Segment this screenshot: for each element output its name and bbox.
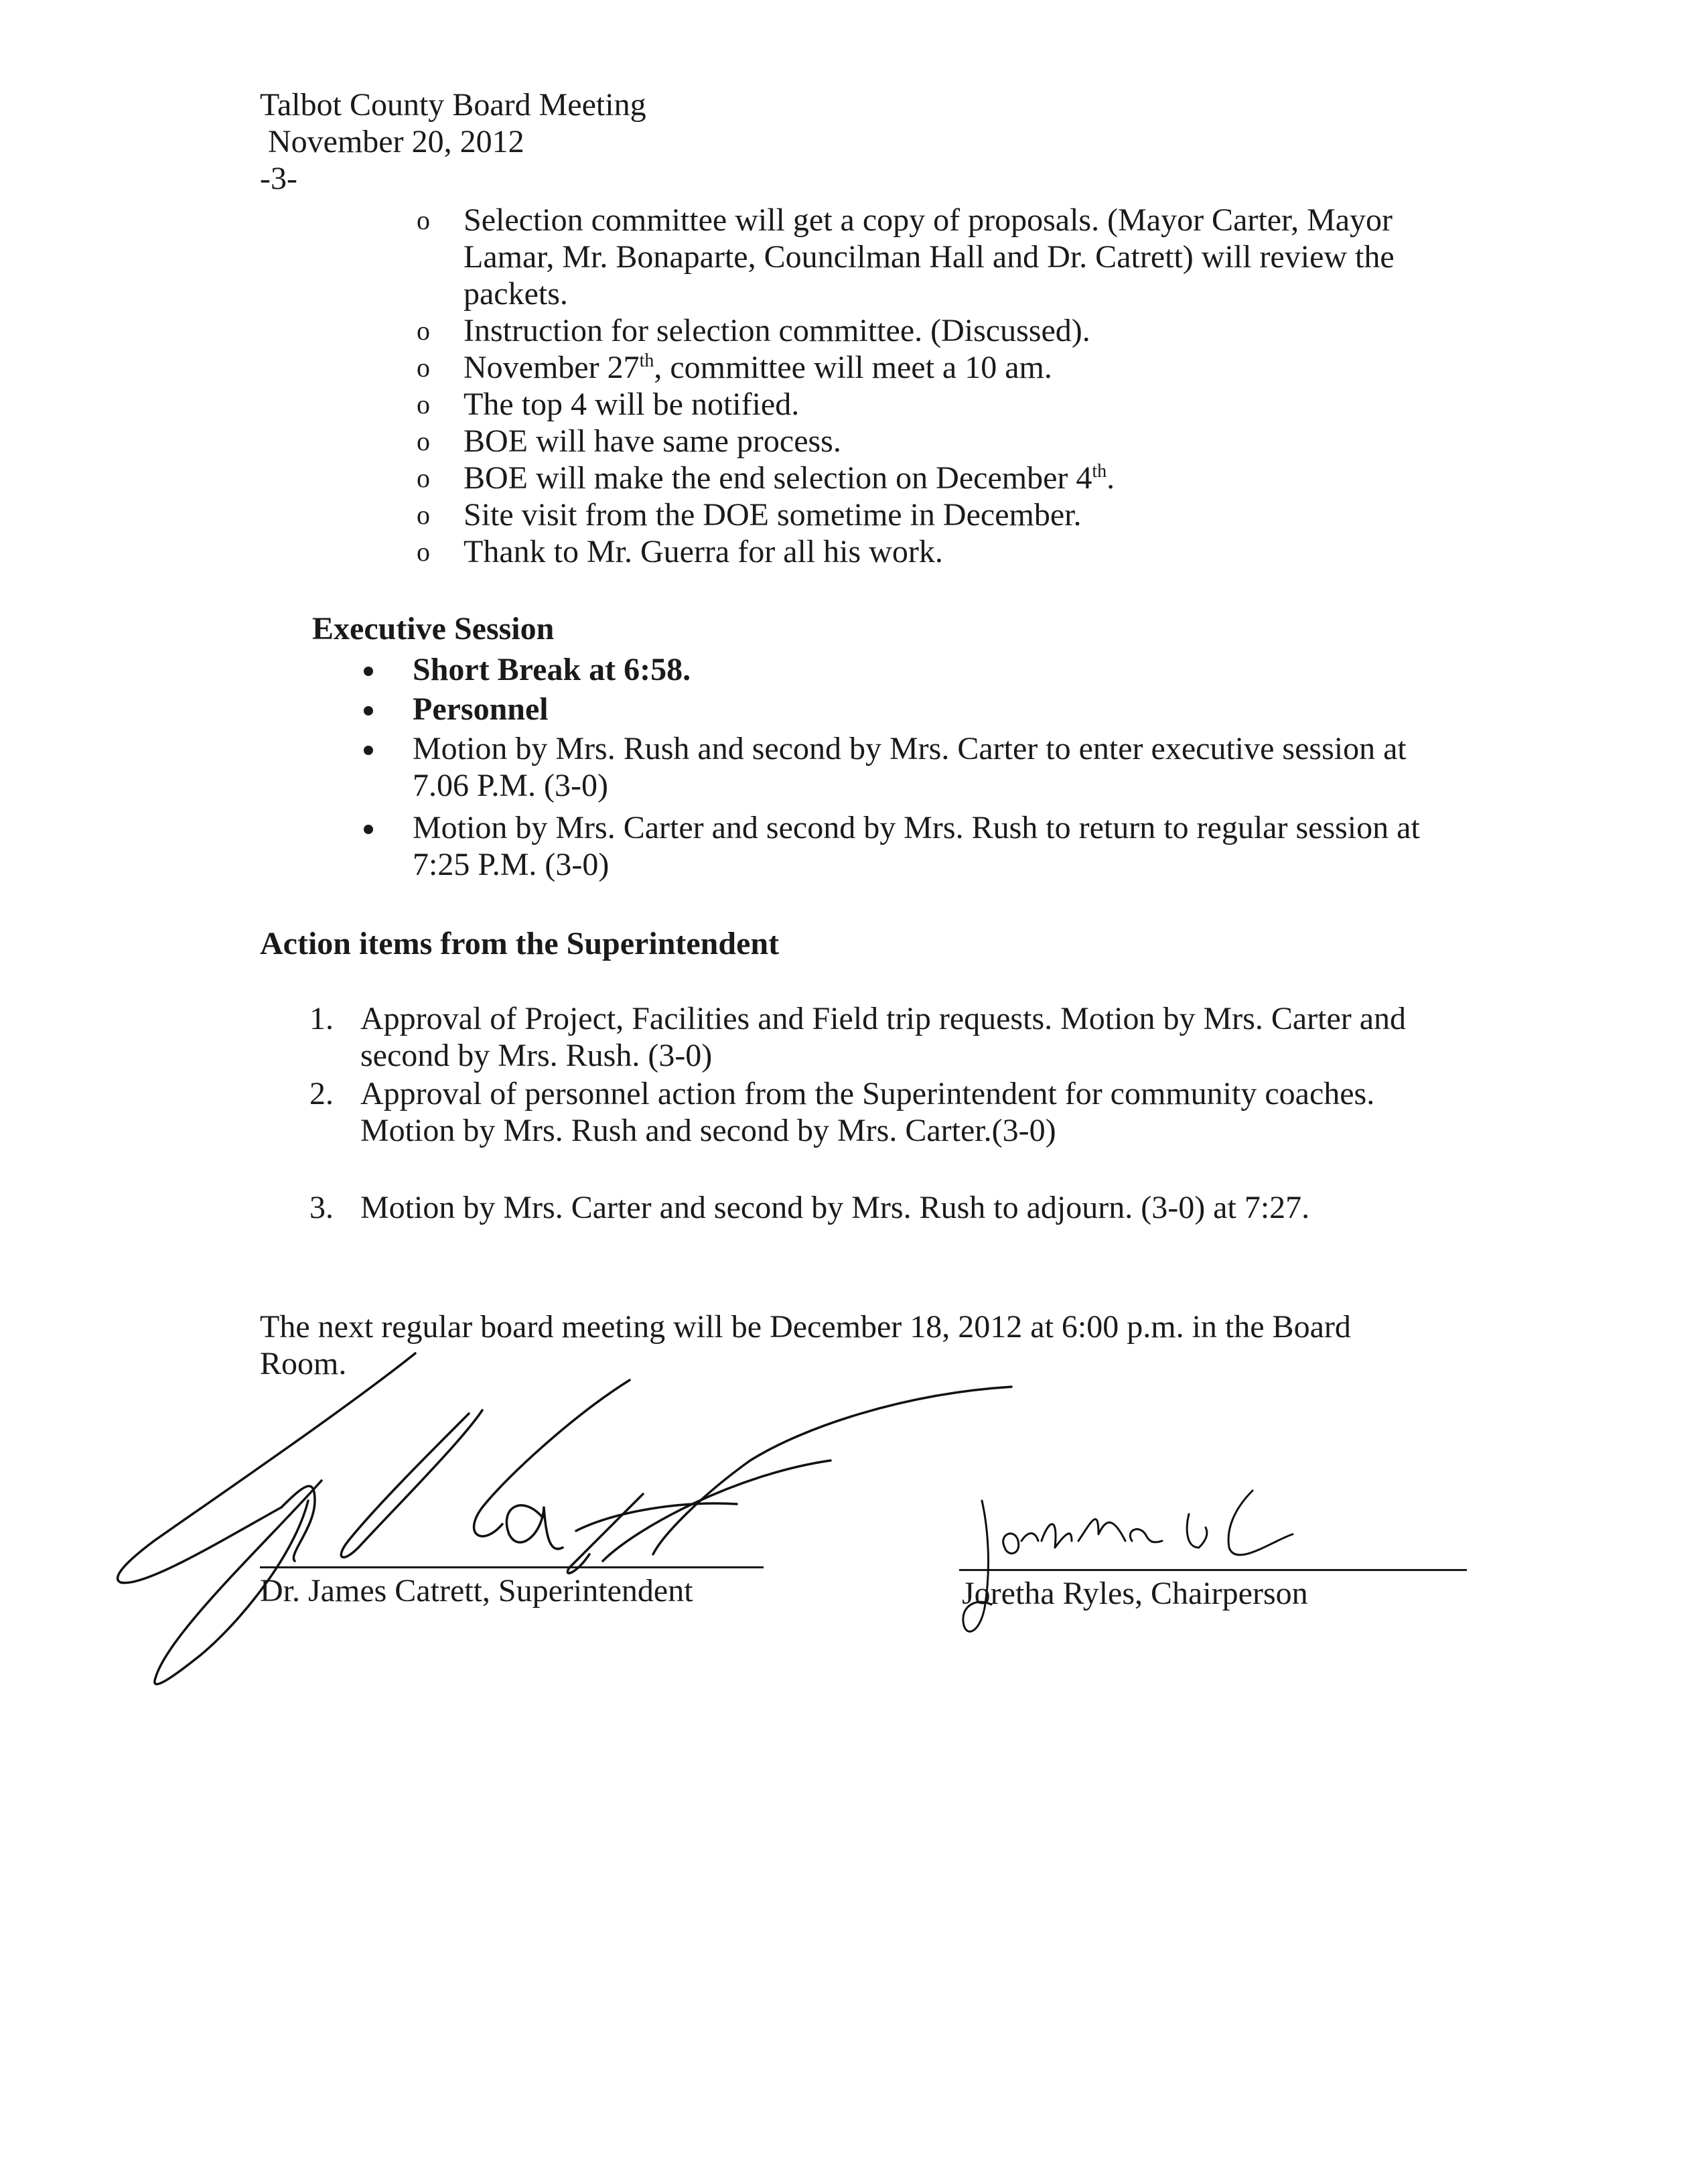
action-items-heading: Action items from the Superintendent bbox=[260, 926, 780, 961]
executive-item: Personnel bbox=[413, 691, 549, 727]
executive-item-cont: 7:25 P.M. (3-0) bbox=[413, 847, 610, 882]
list-marker: o bbox=[417, 463, 430, 493]
meeting-date: November 20, 2012 bbox=[268, 124, 524, 159]
action-item: Approval of Project, Facilities and Field trip requests. Motion by Mrs. Carter and bbox=[360, 1001, 1407, 1036]
item-number: 3. bbox=[309, 1190, 334, 1225]
chairperson-name: Joretha Ryles, Chairperson bbox=[962, 1576, 1308, 1611]
executive-item-cont: 7.06 P.M. (3-0) bbox=[413, 768, 609, 803]
executive-item: Short Break at 6:58. bbox=[413, 652, 691, 687]
list-item: Site visit from the DOE sometime in December. bbox=[464, 497, 1082, 533]
list-marker: o bbox=[417, 316, 430, 346]
action-item-cont: second by Mrs. Rush. (3-0) bbox=[360, 1038, 713, 1073]
list-marker: o bbox=[417, 205, 430, 235]
list-marker: o bbox=[417, 500, 430, 530]
list-item-cont: packets. bbox=[464, 276, 568, 312]
list-marker: o bbox=[417, 426, 430, 456]
list-item: The top 4 will be notified. bbox=[464, 387, 800, 422]
list-marker: o bbox=[417, 537, 430, 567]
list-item: Instruction for selection committee. (Discussed). bbox=[464, 313, 1090, 348]
list-marker: o bbox=[417, 352, 430, 383]
list-item-cont: Lamar, Mr. Bonaparte, Councilman Hall and Dr. Catrett) will review the bbox=[464, 239, 1395, 275]
next-meeting-text-cont: Room. bbox=[260, 1346, 347, 1381]
executive-session-heading: Executive Session bbox=[312, 611, 555, 646]
executive-item: Motion by Mrs. Rush and second by Mrs. Carter to enter executive session at bbox=[413, 731, 1407, 766]
page-number: -3- bbox=[260, 161, 297, 196]
superintendent-name: Dr. James Catrett, Superintendent bbox=[260, 1573, 693, 1609]
list-item: November 27th, committee will meet a 10 am. bbox=[464, 350, 1052, 385]
meeting-title: Talbot County Board Meeting bbox=[260, 87, 646, 123]
item-number: 2. bbox=[309, 1076, 334, 1111]
action-item: Motion by Mrs. Carter and second by Mrs. Rush to adjourn. (3-0) at 7:27. bbox=[360, 1190, 1310, 1225]
list-item: BOE will make the end selection on December 4th. bbox=[464, 460, 1115, 496]
list-marker: o bbox=[417, 389, 430, 419]
action-item: Approval of personnel action from the Superintendent for community coaches. bbox=[360, 1076, 1375, 1111]
executive-item: Motion by Mrs. Carter and second by Mrs. Rush to return to regular session at bbox=[413, 810, 1420, 845]
list-item: Thank to Mr. Guerra for all his work. bbox=[464, 534, 943, 569]
action-item-cont: Motion by Mrs. Rush and second by Mrs. Carter.(3-0) bbox=[360, 1113, 1056, 1148]
list-item: Selection committee will get a copy of proposals. (Mayor Carter, Mayor bbox=[464, 202, 1393, 238]
next-meeting-text: The next regular board meeting will be December 18, 2012 at 6:00 p.m. in the Board bbox=[260, 1309, 1351, 1345]
item-number: 1. bbox=[309, 1001, 334, 1036]
list-item: BOE will have same process. bbox=[464, 423, 841, 459]
